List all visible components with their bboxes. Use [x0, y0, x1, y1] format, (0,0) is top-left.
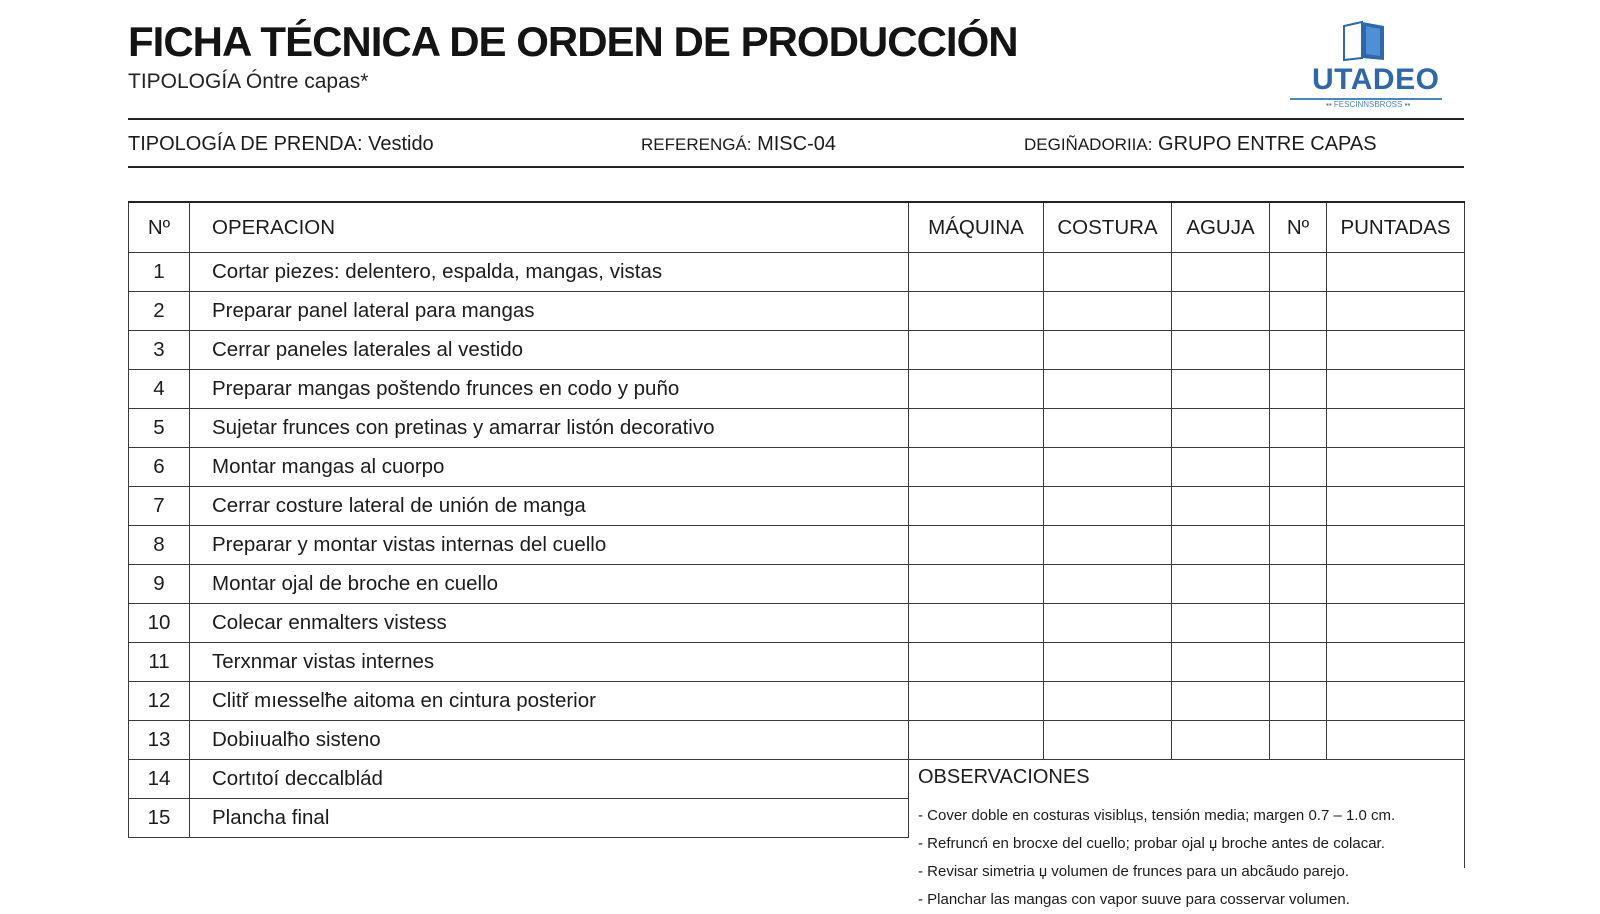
cell-puntadas [1327, 331, 1465, 370]
row-number: 5 [129, 409, 190, 448]
cell-aguja [1172, 253, 1270, 292]
prenda-value: Vestido [368, 133, 434, 155]
cell-costura [1044, 526, 1172, 565]
observacion-item: - Planchar las mangas con vapor suuve para cosservar volumen. [918, 891, 1350, 908]
cell-costura [1044, 331, 1172, 370]
table-row [129, 721, 1465, 760]
cell-n [1270, 409, 1327, 448]
cell-puntadas [1327, 253, 1465, 292]
row-number: 2 [129, 292, 190, 331]
cell-puntadas [1327, 409, 1465, 448]
meta-referencia [641, 133, 836, 156]
cell-maquina [909, 370, 1044, 409]
row-operation: Clitř mıesselħe aitoma en cintura posterior [190, 682, 909, 721]
table-row [129, 487, 1465, 526]
cell-aguja [1172, 409, 1270, 448]
cell-maquina [909, 253, 1044, 292]
cell-maquina [909, 487, 1044, 526]
logo-tagline: ▪▪ FESCINNSBROSS ▪▪ [1326, 100, 1411, 109]
cell-costura [1044, 643, 1172, 682]
cell-costura [1044, 565, 1172, 604]
meta-row [128, 133, 1464, 163]
header-costura: COSTURA [1044, 202, 1172, 253]
cell-n [1270, 292, 1327, 331]
row-operation: Cortar piezes: delentero, espalda, mangas, vistas [190, 253, 909, 292]
cell-puntadas [1327, 292, 1465, 331]
referencia-label: REFERENGÁ: [641, 135, 752, 154]
table-row [129, 526, 1465, 565]
cell-costura [1044, 682, 1172, 721]
row-operation: Preparar panel lateral para mangas [190, 292, 909, 331]
cell-n [1270, 643, 1327, 682]
logo-text: UTADEO [1312, 63, 1440, 96]
designer-label: DEGIÑADORIIA: [1024, 135, 1153, 154]
cell-maquina [909, 565, 1044, 604]
row-operation: Terxnmar vistas internes [190, 643, 909, 682]
row-operation: Sujetar frunces con pretinas y amarrar listón decorativo [190, 409, 909, 448]
book-icon [1340, 20, 1386, 62]
table-header-row [129, 202, 1465, 253]
header-puntadas: PUNTADAS [1327, 202, 1465, 253]
page-title: FICHA TÉCNICA DE ORDEN DE PRODUCCIÓN [128, 18, 1018, 65]
cell-costura [1044, 448, 1172, 487]
cell-costura [1044, 409, 1172, 448]
row-number: 6 [129, 448, 190, 487]
cell-puntadas [1327, 487, 1465, 526]
row-operation: Colecar enmalters vistess [190, 604, 909, 643]
cell-n [1270, 682, 1327, 721]
cell-aguja [1172, 370, 1270, 409]
row-number: 13 [129, 721, 190, 760]
cell-costura [1044, 604, 1172, 643]
observacion-item: - Refruncń en brocxe del cuello; probar ojal џ broche antes de colacar. [918, 835, 1385, 852]
table-row [129, 682, 1465, 721]
observacion-item: - Revisar simetria џ volumen de frunces para un abcãudo parejo. [918, 863, 1350, 880]
row-number: 10 [129, 604, 190, 643]
row-operation: Plancha final [190, 799, 909, 838]
cell-maquina [909, 409, 1044, 448]
row-operation: Cortıtoí deccalblád [190, 760, 909, 799]
header-maquina: MÁQUINA [909, 202, 1044, 253]
table-row [129, 331, 1465, 370]
cell-aguja [1172, 448, 1270, 487]
row-operation: Dobiıualħo sisteno [190, 721, 909, 760]
cell-puntadas [1327, 721, 1465, 760]
meta-divider [128, 166, 1464, 168]
observaciones-title: OBSERVACIONES [918, 766, 1090, 788]
header-operacion: OPERACION [190, 202, 909, 253]
cell-n [1270, 370, 1327, 409]
cell-puntadas [1327, 448, 1465, 487]
cell-puntadas [1327, 565, 1465, 604]
designer-value: GRUPO ENTRE CAPAS [1158, 133, 1377, 155]
page-subtitle: TIPOLOGÍA Óntre capas* [128, 70, 369, 93]
observaciones-list [918, 802, 1395, 914]
row-number: 3 [129, 331, 190, 370]
cell-aguja [1172, 643, 1270, 682]
cell-puntadas [1327, 643, 1465, 682]
cell-maquina [909, 604, 1044, 643]
cell-n [1270, 448, 1327, 487]
cell-costura [1044, 370, 1172, 409]
cell-puntadas [1327, 526, 1465, 565]
row-operation: Montar ojal de broche en cuello [190, 565, 909, 604]
cell-costura [1044, 487, 1172, 526]
table-row [129, 292, 1465, 331]
row-operation: Cerrar paneles laterales al vestido [190, 331, 909, 370]
table-row [129, 253, 1465, 292]
row-number: 7 [129, 487, 190, 526]
row-number: 14 [129, 760, 190, 799]
cell-aguja [1172, 331, 1270, 370]
cell-aguja [1172, 682, 1270, 721]
cell-n [1270, 253, 1327, 292]
row-operation: Montar mangas al cuorpo [190, 448, 909, 487]
table-row [129, 643, 1465, 682]
header-n: Nº [1270, 202, 1327, 253]
header-aguja: AGUJA [1172, 202, 1270, 253]
cell-n [1270, 331, 1327, 370]
cell-aguja [1172, 487, 1270, 526]
prenda-label: TIPOLOGÍA DE PRENDA: [128, 133, 363, 155]
table-row [129, 370, 1465, 409]
cell-maquina [909, 331, 1044, 370]
referencia-value: MISC-04 [757, 133, 836, 155]
cell-maquina [909, 448, 1044, 487]
cell-aguja [1172, 292, 1270, 331]
cell-costura [1044, 292, 1172, 331]
row-number: 12 [129, 682, 190, 721]
observacion-item: - Cover doble en costuras visiblцs, tensión media; margen 0.7 – 1.0 cm. [918, 807, 1396, 824]
cell-aguja [1172, 565, 1270, 604]
header-num: Nº [129, 202, 190, 253]
header-divider [128, 118, 1464, 120]
operations-table [128, 201, 1465, 838]
row-number: 4 [129, 370, 190, 409]
cell-n [1270, 604, 1327, 643]
cell-aguja [1172, 604, 1270, 643]
cell-puntadas [1327, 682, 1465, 721]
cell-maquina [909, 721, 1044, 760]
cell-maquina [909, 292, 1044, 331]
cell-aguja [1172, 526, 1270, 565]
observaciones-box [906, 758, 1465, 908]
row-number: 9 [129, 565, 190, 604]
table-row [129, 409, 1465, 448]
table-row [129, 604, 1465, 643]
cell-costura [1044, 253, 1172, 292]
row-operation: Cerrar costure lateral de unión de manga [190, 487, 909, 526]
cell-maquina [909, 526, 1044, 565]
cell-costura [1044, 721, 1172, 760]
row-operation: Preparar y montar vistas internas del cuello [190, 526, 909, 565]
cell-n [1270, 487, 1327, 526]
row-operation: Preparar mangas poštendo frunces en codo y puño [190, 370, 909, 409]
row-number: 11 [129, 643, 190, 682]
row-number: 15 [129, 799, 190, 838]
meta-prenda [128, 133, 434, 156]
cell-maquina [909, 682, 1044, 721]
row-number: 8 [129, 526, 190, 565]
utadeo-logo [1290, 18, 1460, 110]
cell-maquina [909, 643, 1044, 682]
cell-n [1270, 526, 1327, 565]
meta-designer [1024, 133, 1377, 156]
table-row [129, 448, 1465, 487]
cell-aguja [1172, 721, 1270, 760]
cell-puntadas [1327, 370, 1465, 409]
cell-n [1270, 721, 1327, 760]
row-number: 1 [129, 253, 190, 292]
table-row [129, 565, 1465, 604]
cell-n [1270, 565, 1327, 604]
cell-puntadas [1327, 604, 1465, 643]
